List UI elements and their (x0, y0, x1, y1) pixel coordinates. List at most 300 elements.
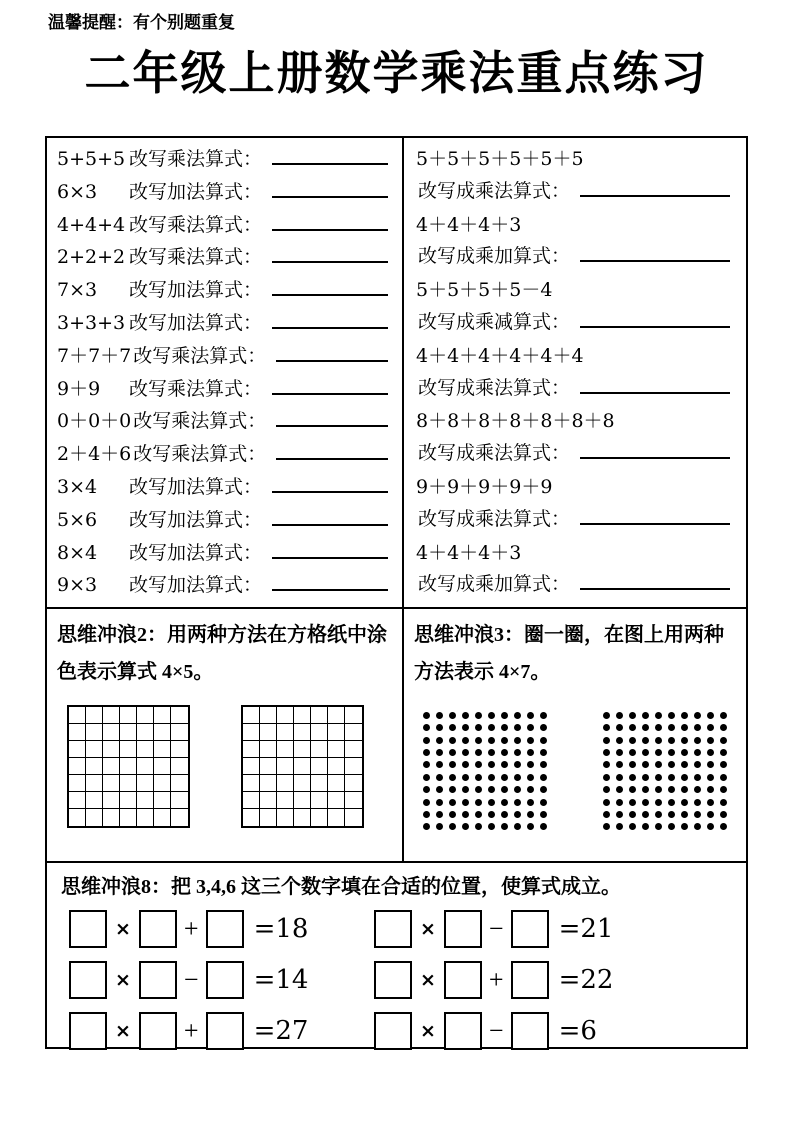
dot (694, 761, 701, 768)
dot (527, 774, 534, 781)
grid-cell (294, 758, 311, 775)
exercise-row (416, 537, 732, 570)
grid-cell (120, 707, 137, 724)
dot (436, 737, 443, 744)
dot (462, 823, 469, 830)
expression-text: 3×4 (57, 475, 98, 498)
equation-row (69, 1011, 374, 1051)
dot (707, 799, 714, 806)
dot (707, 724, 714, 731)
answer-blank[interactable] (272, 588, 388, 591)
dot (436, 823, 443, 830)
dot (707, 786, 714, 793)
answer-blank[interactable] (272, 490, 388, 493)
dot (668, 811, 675, 818)
exercise-column-left (47, 138, 404, 607)
dot (642, 786, 649, 793)
answer-blank[interactable] (272, 523, 388, 526)
fill-box[interactable] (139, 961, 177, 999)
grid-cell (328, 809, 345, 826)
exercise-row (57, 241, 390, 274)
dot (629, 737, 636, 744)
answer-blank[interactable] (580, 587, 730, 590)
dot (423, 737, 430, 744)
grid-cell (311, 724, 328, 741)
answer-blank[interactable] (272, 556, 388, 559)
rewrite-label: 改写乘法算式： (133, 444, 267, 466)
dot (462, 786, 469, 793)
dot (540, 786, 547, 793)
dot (423, 811, 430, 818)
dot (720, 724, 727, 731)
dot (501, 774, 508, 781)
equations-area (61, 909, 732, 1051)
grid-cell (154, 775, 171, 792)
dot (449, 823, 456, 830)
grid-cell (243, 707, 260, 724)
grid-cell (120, 792, 137, 809)
rewrite-label: 改写成乘法算式： (418, 508, 571, 530)
grid-cell (86, 707, 103, 724)
exercise-row (416, 143, 732, 176)
dot (668, 761, 675, 768)
grid-cell (294, 809, 311, 826)
fill-box[interactable] (444, 910, 482, 948)
dot (462, 737, 469, 744)
answer-blank[interactable] (580, 456, 730, 459)
exercise-row (57, 274, 390, 307)
dot (720, 823, 727, 830)
grid-cell (277, 741, 294, 758)
fill-box[interactable] (69, 1012, 107, 1050)
grid-cell (294, 707, 311, 724)
dot (501, 712, 508, 719)
grid-cell (277, 792, 294, 809)
dot (642, 799, 649, 806)
dot (603, 786, 610, 793)
grid-cell (69, 775, 86, 792)
answer-blank[interactable] (276, 424, 388, 427)
dot (642, 749, 649, 756)
dot (616, 712, 623, 719)
section3-title: 思维冲浪3：圈一圈，在图上用两种方法表示 4×7。 (414, 624, 724, 684)
fill-box[interactable] (511, 961, 549, 999)
grid-cell (345, 741, 362, 758)
dot (527, 712, 534, 719)
dot (616, 761, 623, 768)
dot (475, 774, 482, 781)
answer-blank[interactable] (272, 293, 388, 296)
dot-array-10x10[interactable] (420, 709, 550, 833)
expression-text: 2＋4＋6 (57, 443, 132, 466)
grid-cell (311, 707, 328, 724)
plus-minus-operator: + (183, 914, 199, 944)
dot (501, 761, 508, 768)
grid-cell (328, 792, 345, 809)
rewrite-label: 改写成乘法算式： (418, 377, 571, 399)
dot (540, 823, 547, 830)
grid-cell (103, 707, 120, 724)
dot (449, 786, 456, 793)
dot (603, 712, 610, 719)
dot (720, 811, 727, 818)
exercise-row (57, 209, 390, 242)
grid-cell (260, 775, 277, 792)
grid-cell (260, 758, 277, 775)
dot (681, 786, 688, 793)
times-operator: × (420, 969, 436, 992)
plus-minus-operator: − (183, 965, 199, 995)
dot (668, 786, 675, 793)
equation-result: =14 (253, 965, 309, 996)
dot (501, 799, 508, 806)
dot (694, 737, 701, 744)
grid-cell (137, 758, 154, 775)
rewrite-label: 改写乘法算式： (133, 411, 267, 433)
dot (681, 761, 688, 768)
dot (707, 774, 714, 781)
exercise-row (416, 373, 732, 406)
dot (720, 799, 727, 806)
grid-cell (103, 758, 120, 775)
dot (449, 737, 456, 744)
equation-row (374, 1011, 613, 1051)
grid-cell (120, 724, 137, 741)
grid-cell (328, 775, 345, 792)
dot (423, 823, 430, 830)
dot (681, 712, 688, 719)
rewrite-label: 改写乘法算式： (129, 247, 263, 269)
exercise-row (416, 340, 732, 373)
dot (540, 774, 547, 781)
grid-cell (69, 809, 86, 826)
dot (540, 811, 547, 818)
dot (668, 737, 675, 744)
dot (681, 811, 688, 818)
fill-box[interactable] (69, 910, 107, 948)
grid-7x7[interactable] (241, 705, 364, 828)
dot (514, 799, 521, 806)
rewrite-label: 改写加法算式： (129, 575, 263, 597)
section2-grid-coloring (47, 609, 404, 861)
dot (707, 823, 714, 830)
answer-blank[interactable] (580, 194, 730, 197)
dot (501, 823, 508, 830)
grid-cell (137, 809, 154, 826)
dot (603, 761, 610, 768)
exercise-column-right (404, 138, 746, 607)
equation-result: =6 (558, 1016, 597, 1047)
grid-cell (294, 724, 311, 741)
dot (707, 737, 714, 744)
expression-text: 4＋4＋4＋4＋4＋4 (416, 344, 584, 367)
dot (514, 724, 521, 731)
dot (668, 749, 675, 756)
dot (720, 712, 727, 719)
grid-cell (120, 758, 137, 775)
equation-result: =21 (558, 914, 614, 945)
exercise-row (57, 340, 390, 373)
grid-cell (154, 809, 171, 826)
equations-column-left (69, 909, 374, 1051)
fill-box[interactable] (374, 1012, 412, 1050)
grid-cell (345, 809, 362, 826)
grid-cell (171, 792, 188, 809)
exercise-row (416, 274, 732, 307)
grid-cell (69, 707, 86, 724)
grid-cell (86, 741, 103, 758)
grid-cell (171, 758, 188, 775)
dot (462, 749, 469, 756)
grid-cell (137, 792, 154, 809)
dot (436, 712, 443, 719)
dot (668, 823, 675, 830)
dot (514, 786, 521, 793)
answer-blank[interactable] (580, 522, 730, 525)
fill-box[interactable] (206, 910, 244, 948)
grid-cell (103, 741, 120, 758)
answer-blank[interactable] (272, 228, 388, 231)
dot (488, 761, 495, 768)
dot (488, 712, 495, 719)
dot (681, 749, 688, 756)
dot (475, 811, 482, 818)
equation-result: =27 (253, 1016, 309, 1047)
dot (629, 786, 636, 793)
fill-box[interactable] (511, 1012, 549, 1050)
fill-box[interactable] (206, 1012, 244, 1050)
grid-7x7[interactable] (67, 705, 190, 828)
grid-cell (311, 758, 328, 775)
dot (668, 724, 675, 731)
dot (642, 724, 649, 731)
answer-blank[interactable] (580, 259, 730, 262)
answer-blank[interactable] (580, 325, 730, 328)
grid-cell (345, 758, 362, 775)
dot (629, 799, 636, 806)
equation-row (69, 960, 374, 1000)
dot (720, 749, 727, 756)
dot (475, 724, 482, 731)
equation-result: =18 (253, 914, 309, 945)
dot (462, 811, 469, 818)
answer-blank[interactable] (272, 326, 388, 329)
dot (514, 774, 521, 781)
dot (655, 799, 662, 806)
dot (694, 712, 701, 719)
dot (603, 774, 610, 781)
grid-cell (86, 775, 103, 792)
fill-box[interactable] (444, 1012, 482, 1050)
dot (514, 749, 521, 756)
grid-cell (154, 792, 171, 809)
grid-cell (277, 707, 294, 724)
rewrite-label: 改写加法算式： (129, 312, 263, 334)
dot (501, 737, 508, 744)
reminder-note: 温馨提醒：有个别题重复 (48, 13, 235, 33)
dot (694, 724, 701, 731)
expression-text: 5×6 (57, 508, 98, 531)
answer-blank[interactable] (580, 391, 730, 394)
dot (488, 749, 495, 756)
exercise-row (416, 569, 732, 602)
grid-cell (120, 775, 137, 792)
dot (642, 712, 649, 719)
grid-cell (243, 809, 260, 826)
plus-minus-operator: − (488, 914, 504, 944)
fill-box[interactable] (374, 910, 412, 948)
dot (540, 749, 547, 756)
answer-blank[interactable] (272, 162, 388, 165)
times-operator: × (115, 1020, 131, 1043)
grid-cell (311, 741, 328, 758)
fill-box[interactable] (374, 961, 412, 999)
grid-cell (260, 707, 277, 724)
dot (540, 799, 547, 806)
exercise-row (416, 176, 732, 209)
dot (540, 712, 547, 719)
dot (423, 774, 430, 781)
dot (527, 811, 534, 818)
grid-cell (154, 741, 171, 758)
grid-cell (260, 724, 277, 741)
fill-box[interactable] (206, 961, 244, 999)
plus-minus-operator: − (488, 1016, 504, 1046)
dot (655, 712, 662, 719)
answer-blank[interactable] (276, 457, 388, 460)
dot (475, 712, 482, 719)
dot (707, 811, 714, 818)
dot (681, 823, 688, 830)
expression-text: 2+2+2 (57, 246, 126, 269)
rewrite-label: 改写加法算式： (129, 542, 263, 564)
rewrite-label: 改写乘法算式： (129, 214, 263, 236)
grid-cell (171, 724, 188, 741)
grid-cell (294, 741, 311, 758)
grid-cell (86, 724, 103, 741)
dot (616, 799, 623, 806)
grid-area (67, 705, 392, 828)
answer-blank[interactable] (272, 260, 388, 263)
answer-blank[interactable] (272, 195, 388, 198)
grid-cell (120, 741, 137, 758)
dot (423, 749, 430, 756)
equation-row (374, 960, 613, 1000)
exercise-row (416, 241, 732, 274)
page-title: 二年级上册数学乘法重点练习 (84, 46, 709, 100)
dot (655, 749, 662, 756)
rewrite-label: 改写成乘加算式： (418, 246, 571, 268)
grid-cell (103, 775, 120, 792)
grid-cell (69, 792, 86, 809)
dot (603, 799, 610, 806)
dot (642, 823, 649, 830)
grid-cell (154, 707, 171, 724)
dot (629, 712, 636, 719)
fill-box[interactable] (444, 961, 482, 999)
grid-cell (294, 775, 311, 792)
dot (681, 737, 688, 744)
grid-cell (243, 741, 260, 758)
fill-box[interactable] (139, 1012, 177, 1050)
dot (514, 823, 521, 830)
dot (655, 823, 662, 830)
expression-text: 7×3 (57, 279, 98, 302)
dot (694, 811, 701, 818)
dot (449, 811, 456, 818)
dot (462, 774, 469, 781)
times-operator: × (420, 918, 436, 941)
grid-cell (328, 741, 345, 758)
dot (527, 786, 534, 793)
expression-text: 7＋7＋7 (57, 344, 132, 367)
grid-cell (311, 775, 328, 792)
grid-cell (243, 758, 260, 775)
grid-cell (137, 741, 154, 758)
dot (681, 799, 688, 806)
dot (603, 724, 610, 731)
dot (488, 774, 495, 781)
expression-text: 6×3 (57, 180, 98, 203)
times-operator: × (420, 1020, 436, 1043)
dot (629, 761, 636, 768)
fill-box[interactable] (511, 910, 549, 948)
grid-cell (171, 775, 188, 792)
exercise-row (57, 537, 390, 570)
exercise-row (416, 471, 732, 504)
exercise-row (57, 143, 390, 176)
section8-title: 思维冲浪8：把 3,4,6 这三个数字填在合适的位置，使算式成立。 (61, 876, 621, 899)
dot (629, 724, 636, 731)
dot (527, 737, 534, 744)
dot (720, 737, 727, 744)
dot (436, 786, 443, 793)
dot (423, 761, 430, 768)
dot (655, 737, 662, 744)
dot (681, 774, 688, 781)
fill-box[interactable] (69, 961, 107, 999)
grid-cell (86, 809, 103, 826)
dot (475, 761, 482, 768)
dot (436, 774, 443, 781)
dot (514, 712, 521, 719)
grid-cell (345, 724, 362, 741)
grid-cell (69, 741, 86, 758)
dot (720, 774, 727, 781)
dot (707, 749, 714, 756)
grid-cell (243, 792, 260, 809)
dot (514, 737, 521, 744)
dot (629, 774, 636, 781)
dot (603, 749, 610, 756)
dot (603, 823, 610, 830)
exercise-row (57, 307, 390, 340)
dot (501, 749, 508, 756)
dot-array-10x10[interactable] (600, 709, 730, 833)
rewrite-label: 改写乘法算式： (133, 345, 267, 367)
fill-box[interactable] (139, 910, 177, 948)
dot-area (420, 709, 736, 833)
dot (462, 761, 469, 768)
grid-cell (171, 809, 188, 826)
dot (475, 737, 482, 744)
answer-blank[interactable] (276, 359, 388, 362)
grid-cell (171, 707, 188, 724)
rewrite-label: 改写加法算式： (129, 509, 263, 531)
answer-blank[interactable] (272, 392, 388, 395)
dot (668, 799, 675, 806)
dot (603, 737, 610, 744)
